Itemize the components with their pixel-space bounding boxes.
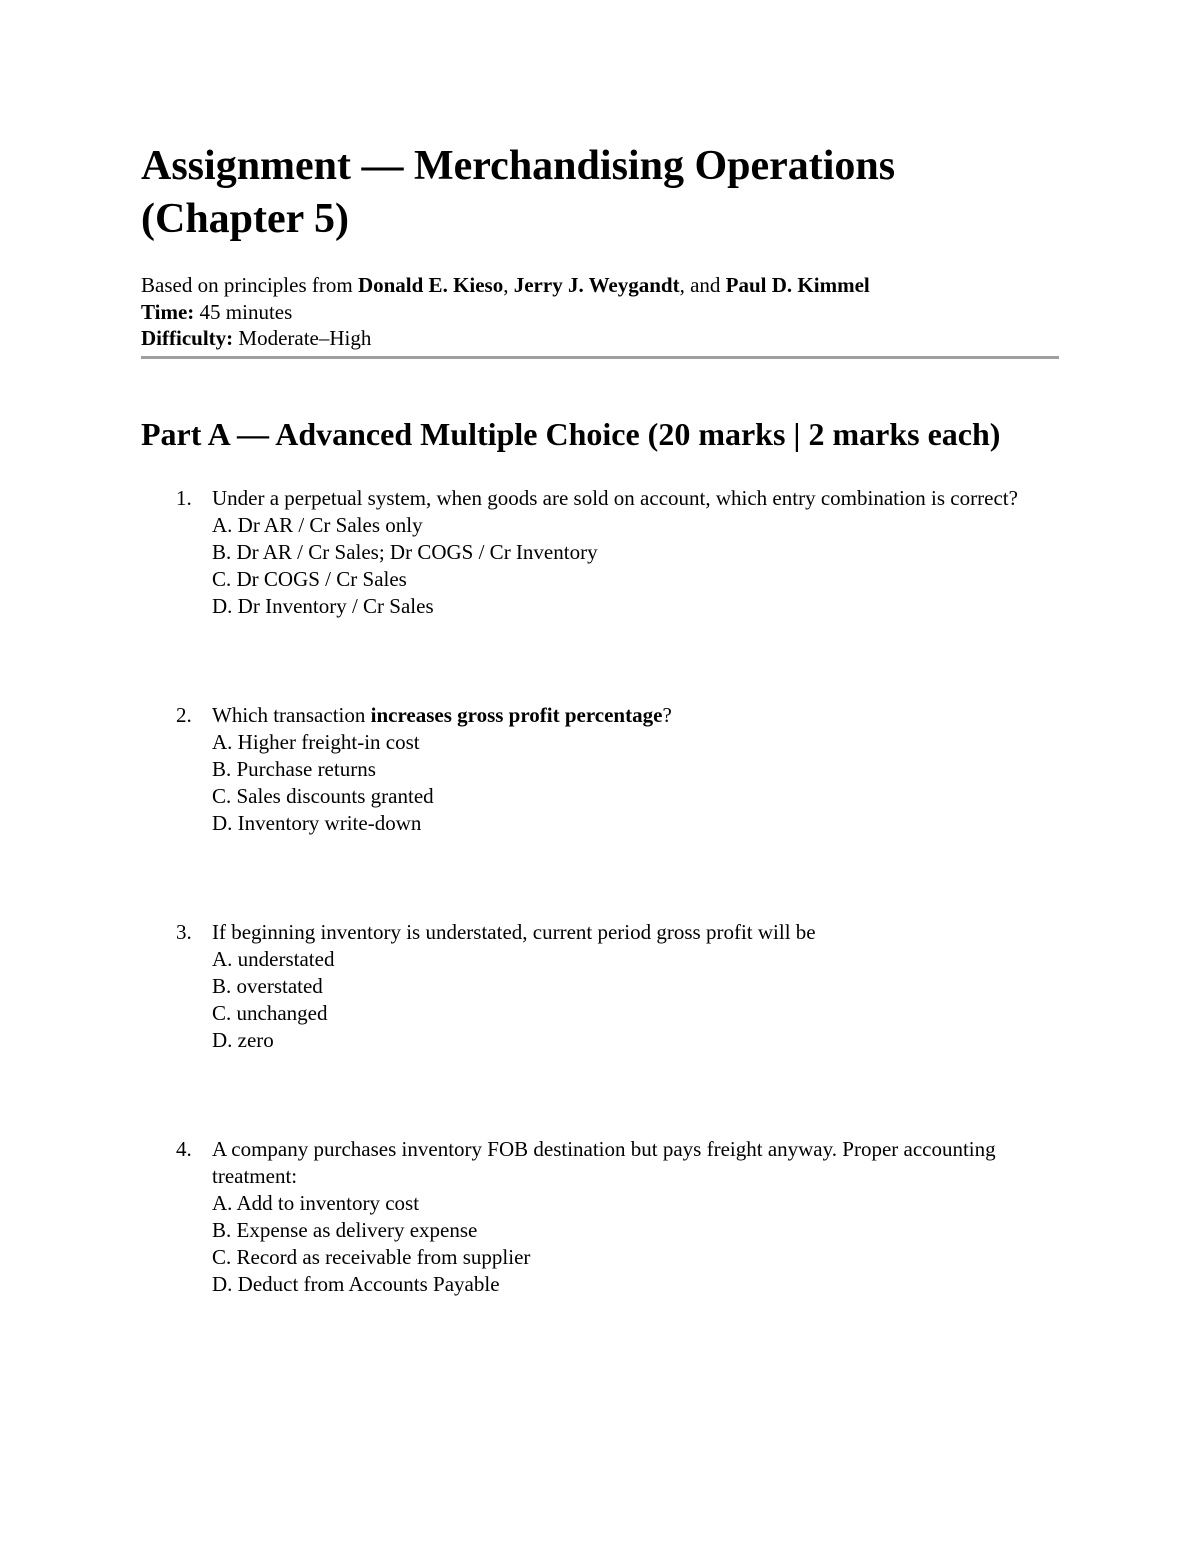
option-d: D. Dr Inventory / Cr Sales (212, 593, 434, 618)
option-a: A. understated (212, 946, 335, 971)
option-a: A. Add to inventory cost (212, 1190, 420, 1215)
option-list (212, 1190, 1059, 1298)
difficulty-line (141, 325, 1059, 352)
option-c: C. Dr COGS / Cr Sales (212, 566, 407, 591)
question-number: 4. (176, 1136, 192, 1161)
difficulty-value: Moderate–High (233, 326, 372, 350)
document-page (141, 140, 1059, 1298)
header-divider (141, 356, 1059, 359)
question-number: 1. (176, 485, 192, 510)
question-3 (141, 919, 1059, 1054)
option-list (212, 946, 1059, 1054)
question-text-emphasis: increases gross profit percentage (370, 702, 663, 727)
time-value: 45 minutes (194, 299, 293, 324)
option-d: D. zero (212, 1027, 274, 1052)
author-kieso: Donald E. Kieso (357, 273, 504, 297)
time-line (141, 299, 1059, 326)
option-c: C. Sales discounts granted (212, 783, 434, 808)
question-number: 3. (176, 919, 192, 944)
part-a-heading: Part A — Advanced Multiple Choice (20 marks | 2 marks each) (141, 415, 1001, 452)
question-text: A company purchases inventory FOB destination but pays freight anyway. Proper accounting treatment: (212, 1136, 996, 1188)
based-on-line (141, 272, 1059, 299)
question-2 (141, 702, 1059, 837)
question-4 (141, 1136, 1059, 1298)
based-on-prefix: Based on principles from (141, 273, 358, 297)
option-b: B. Expense as delivery expense (212, 1217, 478, 1242)
question-text-after: ? (662, 702, 672, 727)
option-a: A. Higher freight-in cost (212, 729, 420, 754)
option-c: C. unchanged (212, 1000, 328, 1025)
option-a: A. Dr AR / Cr Sales only (212, 512, 423, 537)
question-text-before: Which transaction (212, 702, 371, 727)
author-kimmel: Paul D. Kimmel (725, 273, 870, 297)
document-meta (141, 272, 1059, 352)
document-title: Assignment — Merchandising Operations (Chapter 5) (141, 143, 896, 242)
question-number: 2. (176, 702, 192, 727)
option-b: B. overstated (212, 973, 323, 998)
time-label: Time: (141, 299, 195, 324)
option-list (212, 512, 1059, 620)
author-separator-1: , (503, 273, 514, 297)
option-d: D. Inventory write-down (212, 810, 422, 835)
difficulty-label: Difficulty: (141, 326, 234, 350)
question-text: If beginning inventory is understated, current period gross profit will be (212, 919, 816, 944)
question-text: Under a perpetual system, when goods are sold on account, which entry combination is correct? (212, 485, 1018, 510)
option-c: C. Record as receivable from supplier (212, 1244, 531, 1269)
question-text (212, 702, 1059, 729)
option-list (212, 729, 1059, 837)
question-1 (141, 485, 1059, 620)
author-separator-2: , and (679, 273, 726, 297)
question-list (141, 485, 1059, 1298)
author-weygandt: Jerry J. Weygandt (513, 273, 680, 297)
option-d: D. Deduct from Accounts Payable (212, 1271, 500, 1296)
option-b: B. Dr AR / Cr Sales; Dr COGS / Cr Inventory (212, 539, 598, 564)
option-b: B. Purchase returns (212, 756, 376, 781)
